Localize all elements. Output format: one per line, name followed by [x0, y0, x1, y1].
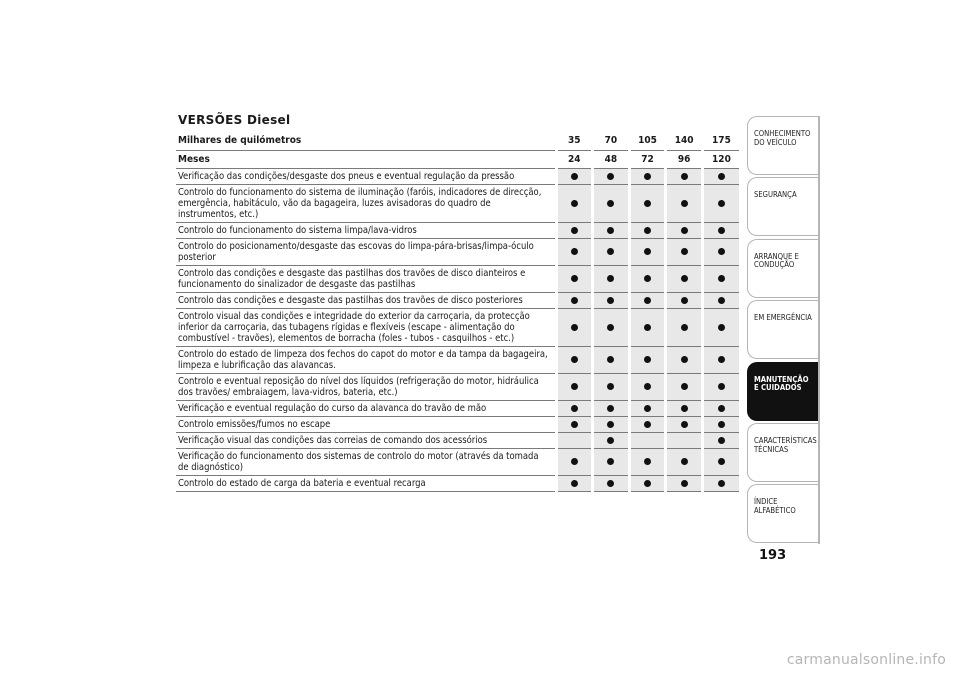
schedule-cell — [556, 416, 593, 432]
schedule-cell — [702, 265, 739, 292]
schedule-cell — [666, 292, 703, 308]
header-row-months — [176, 150, 739, 168]
schedule-cell — [702, 416, 739, 432]
schedule-cell — [556, 265, 593, 292]
sidebar-tab[interactable] — [747, 239, 819, 298]
schedule-cell — [666, 346, 703, 373]
header-value: 105 — [629, 132, 666, 150]
schedule-cell — [702, 432, 739, 448]
schedule-cell — [666, 222, 703, 238]
schedule-cell — [702, 448, 739, 475]
bullet-icon — [571, 248, 578, 255]
bullet-icon — [644, 480, 651, 487]
operation-label: Controlo das condições e desgaste das pastilhas dos travões de disco dianteiros e funcionamento do sinalizador de desgaste das pastilhas — [176, 265, 556, 292]
bullet-icon — [571, 458, 578, 465]
operation-label: Verificação do funcionamento dos sistemas de controlo do motor (através da tomada de diagnóstico) — [176, 448, 556, 475]
operation-label: Verificação e eventual regulação do curso da alavanca do travão de mão — [176, 400, 556, 416]
operation-label: Controlo e eventual reposição do nível dos líquidos (refrigeração do motor, hidráulica dos travões/ embraiagem, lava-vidros, bateria, etc.) — [176, 373, 556, 400]
schedule-cell — [666, 432, 703, 448]
bullet-icon — [644, 421, 651, 428]
operation-label: Controlo do funcionamento do sistema limpa/lava-vidros — [176, 222, 556, 238]
schedule-cell — [629, 238, 666, 265]
bullet-icon — [681, 248, 688, 255]
bullet-icon — [607, 248, 614, 255]
bullet-icon — [718, 437, 725, 444]
schedule-cell — [702, 373, 739, 400]
sidebar-tab-label: ARRANQUE E CONDUÇÃO — [754, 251, 799, 270]
bullet-icon — [681, 405, 688, 412]
header-value: 175 — [702, 132, 739, 150]
bullet-icon — [681, 421, 688, 428]
operation-label: Controlo do posicionamento/desgaste das escovas do limpa-pára-brisas/limpa-óculo posterior — [176, 238, 556, 265]
section-title: VERSÕES Diesel — [178, 113, 291, 127]
table-row — [176, 292, 739, 308]
bullet-icon — [607, 383, 614, 390]
sidebar-tab[interactable] — [747, 423, 819, 482]
schedule-cell — [666, 400, 703, 416]
table-body — [176, 168, 739, 491]
operation-label: Verificação das condições/desgaste dos pneus e eventual regulação da pressão — [176, 168, 556, 184]
bullet-icon — [571, 297, 578, 304]
schedule-cell — [556, 346, 593, 373]
bullet-icon — [718, 200, 725, 207]
bullet-icon — [681, 200, 688, 207]
schedule-cell — [629, 346, 666, 373]
schedule-cell — [593, 346, 630, 373]
sidebar-tab[interactable] — [747, 116, 819, 175]
bullet-icon — [644, 324, 651, 331]
bullet-icon — [718, 405, 725, 412]
bullet-icon — [681, 275, 688, 282]
schedule-cell — [629, 222, 666, 238]
sidebar-tab-label: CONHECIMENTO DO VEÍCULO — [754, 129, 811, 147]
bullet-icon — [571, 275, 578, 282]
bullet-icon — [607, 324, 614, 331]
schedule-cell — [556, 448, 593, 475]
bullet-icon — [718, 458, 725, 465]
schedule-cell — [702, 400, 739, 416]
schedule-cell — [629, 373, 666, 400]
schedule-cell — [702, 168, 739, 184]
bullet-icon — [607, 200, 614, 207]
bullet-icon — [607, 275, 614, 282]
sidebar-tab-label: MANUTENÇÃO E CUIDADOS — [754, 374, 809, 393]
schedule-cell — [702, 292, 739, 308]
schedule-cell — [629, 168, 666, 184]
schedule-cell — [593, 184, 630, 222]
schedule-cell — [556, 400, 593, 416]
bullet-icon — [644, 275, 651, 282]
bullet-icon — [644, 200, 651, 207]
operation-label: Verificação visual das condições das correias de comando dos acessórios — [176, 432, 556, 448]
bullet-icon — [607, 437, 614, 444]
schedule-cell — [593, 448, 630, 475]
schedule-cell — [666, 238, 703, 265]
schedule-cell — [593, 222, 630, 238]
sidebar-tab-label: SEGURANÇA — [754, 190, 797, 200]
schedule-cell — [593, 400, 630, 416]
header-value: 24 — [556, 150, 593, 168]
operation-label: Controlo do estado de limpeza dos fechos do capot do motor e da tampa da bagageira, limpeza e lubrificação das alavancas. — [176, 346, 556, 373]
bullet-icon — [571, 383, 578, 390]
schedule-cell — [556, 168, 593, 184]
schedule-cell — [593, 265, 630, 292]
bullet-icon — [681, 480, 688, 487]
header-value: 72 — [629, 150, 666, 168]
bullet-icon — [718, 173, 725, 180]
sidebar-tab[interactable] — [747, 484, 819, 543]
bullet-icon — [644, 173, 651, 180]
bullet-icon — [571, 227, 578, 234]
header-value: 96 — [666, 150, 703, 168]
bullet-icon — [718, 480, 725, 487]
bullet-icon — [644, 356, 651, 363]
schedule-cell — [593, 416, 630, 432]
schedule-cell — [666, 184, 703, 222]
table-row — [176, 346, 739, 373]
schedule-cell — [702, 308, 739, 346]
schedule-cell — [666, 168, 703, 184]
sidebar-rail — [818, 116, 820, 544]
table-row — [176, 432, 739, 448]
schedule-cell — [556, 222, 593, 238]
bullet-icon — [571, 200, 578, 207]
schedule-cell — [629, 448, 666, 475]
bullet-icon — [644, 248, 651, 255]
bullet-icon — [644, 405, 651, 412]
table-row — [176, 400, 739, 416]
table-row — [176, 448, 739, 475]
bullet-icon — [571, 421, 578, 428]
schedule-cell — [666, 448, 703, 475]
sidebar-tab-label: ÍNDICE ALFABÉTICO — [754, 497, 796, 515]
bullet-icon — [718, 324, 725, 331]
schedule-cell — [629, 265, 666, 292]
sidebar-tab[interactable] — [747, 177, 819, 236]
header-value: 70 — [593, 132, 630, 150]
schedule-cell — [666, 308, 703, 346]
schedule-cell — [593, 432, 630, 448]
bullet-icon — [718, 275, 725, 282]
bullet-icon — [681, 324, 688, 331]
schedule-cell — [556, 475, 593, 491]
header-value: 140 — [666, 132, 703, 150]
bullet-icon — [571, 324, 578, 331]
table-row — [176, 168, 739, 184]
bullet-icon — [571, 356, 578, 363]
schedule-cell — [556, 373, 593, 400]
bullet-icon — [718, 383, 725, 390]
schedule-cell — [702, 184, 739, 222]
header-value: 35 — [556, 132, 593, 150]
bullet-icon — [607, 480, 614, 487]
table-row — [176, 222, 739, 238]
schedule-cell — [666, 475, 703, 491]
table-row — [176, 416, 739, 432]
operation-label: Controlo do estado de carga da bateria e eventual recarga — [176, 475, 556, 491]
bullet-icon — [718, 248, 725, 255]
schedule-cell — [629, 400, 666, 416]
bullet-icon — [718, 356, 725, 363]
bullet-icon — [571, 480, 578, 487]
schedule-cell — [556, 238, 593, 265]
schedule-cell — [629, 292, 666, 308]
bullet-icon — [681, 356, 688, 363]
sidebar-tab[interactable] — [747, 362, 819, 421]
table-row — [176, 265, 739, 292]
table-row — [176, 308, 739, 346]
schedule-cell — [593, 308, 630, 346]
header-label: Meses — [176, 150, 556, 168]
bullet-icon — [681, 227, 688, 234]
operation-label: Controlo visual das condições e integridade do exterior da carroçaria, da protecção inferior da carroçaria, das tubagens rígidas e flexíveis (escape - alimentação do combustível - travões), elementos de borracha (foles - tubos - casquilhos - etc.) — [176, 308, 556, 346]
bullet-icon — [681, 458, 688, 465]
schedule-cell — [593, 373, 630, 400]
table-row — [176, 475, 739, 491]
schedule-cell — [629, 416, 666, 432]
schedule-cell — [629, 184, 666, 222]
sidebar-tab-label: CARACTERÍSTICAS TÉCNICAS — [754, 435, 817, 454]
header-row-kilometers — [176, 132, 739, 150]
schedule-cell — [556, 308, 593, 346]
operation-label: Controlo do funcionamento do sistema de iluminação (faróis, indicadores de direcção, emergência, habitáculo, vão da bagageira, luzes avisadoras do quadro de instrumentos, etc.) — [176, 184, 556, 222]
bullet-icon — [718, 297, 725, 304]
bullet-icon — [607, 356, 614, 363]
header-label: Milhares de quilómetros — [176, 132, 556, 150]
bullet-icon — [681, 173, 688, 180]
schedule-cell — [593, 238, 630, 265]
operation-label: Controlo emissões/fumos no escape — [176, 416, 556, 432]
bullet-icon — [681, 383, 688, 390]
table-row — [176, 238, 739, 265]
bullet-icon — [644, 227, 651, 234]
chapter-sidebar — [747, 116, 819, 546]
bullet-icon — [607, 458, 614, 465]
bullet-icon — [681, 297, 688, 304]
bullet-icon — [607, 227, 614, 234]
header-value: 48 — [593, 150, 630, 168]
schedule-cell — [593, 475, 630, 491]
schedule-cell — [702, 222, 739, 238]
schedule-cell — [593, 168, 630, 184]
bullet-icon — [718, 421, 725, 428]
operation-label: Controlo das condições e desgaste das pastilhas dos travões de disco posteriores — [176, 292, 556, 308]
schedule-cell — [556, 432, 593, 448]
schedule-cell — [629, 308, 666, 346]
bullet-icon — [644, 383, 651, 390]
bullet-icon — [644, 458, 651, 465]
schedule-cell — [593, 292, 630, 308]
bullet-icon — [607, 421, 614, 428]
schedule-cell — [556, 292, 593, 308]
schedule-cell — [702, 238, 739, 265]
page-number: 193 — [759, 548, 787, 563]
schedule-cell — [666, 265, 703, 292]
sidebar-tab[interactable] — [747, 300, 819, 359]
bullet-icon — [644, 297, 651, 304]
schedule-cell — [702, 475, 739, 491]
bullet-icon — [571, 405, 578, 412]
schedule-cell — [702, 346, 739, 373]
bullet-icon — [718, 227, 725, 234]
table-row — [176, 184, 739, 222]
bullet-icon — [607, 405, 614, 412]
watermark: carmanualsonline.info — [786, 652, 946, 668]
schedule-cell — [666, 373, 703, 400]
maintenance-table — [176, 132, 739, 492]
bullet-icon — [571, 173, 578, 180]
bullet-icon — [607, 297, 614, 304]
table-row — [176, 373, 739, 400]
schedule-cell — [666, 416, 703, 432]
schedule-cell — [629, 475, 666, 491]
table-header — [176, 132, 739, 168]
schedule-cell — [629, 432, 666, 448]
schedule-cell — [556, 184, 593, 222]
sidebar-tab-label: EM EMERGÊNCIA — [754, 313, 812, 323]
bullet-icon — [607, 173, 614, 180]
header-value: 120 — [702, 150, 739, 168]
